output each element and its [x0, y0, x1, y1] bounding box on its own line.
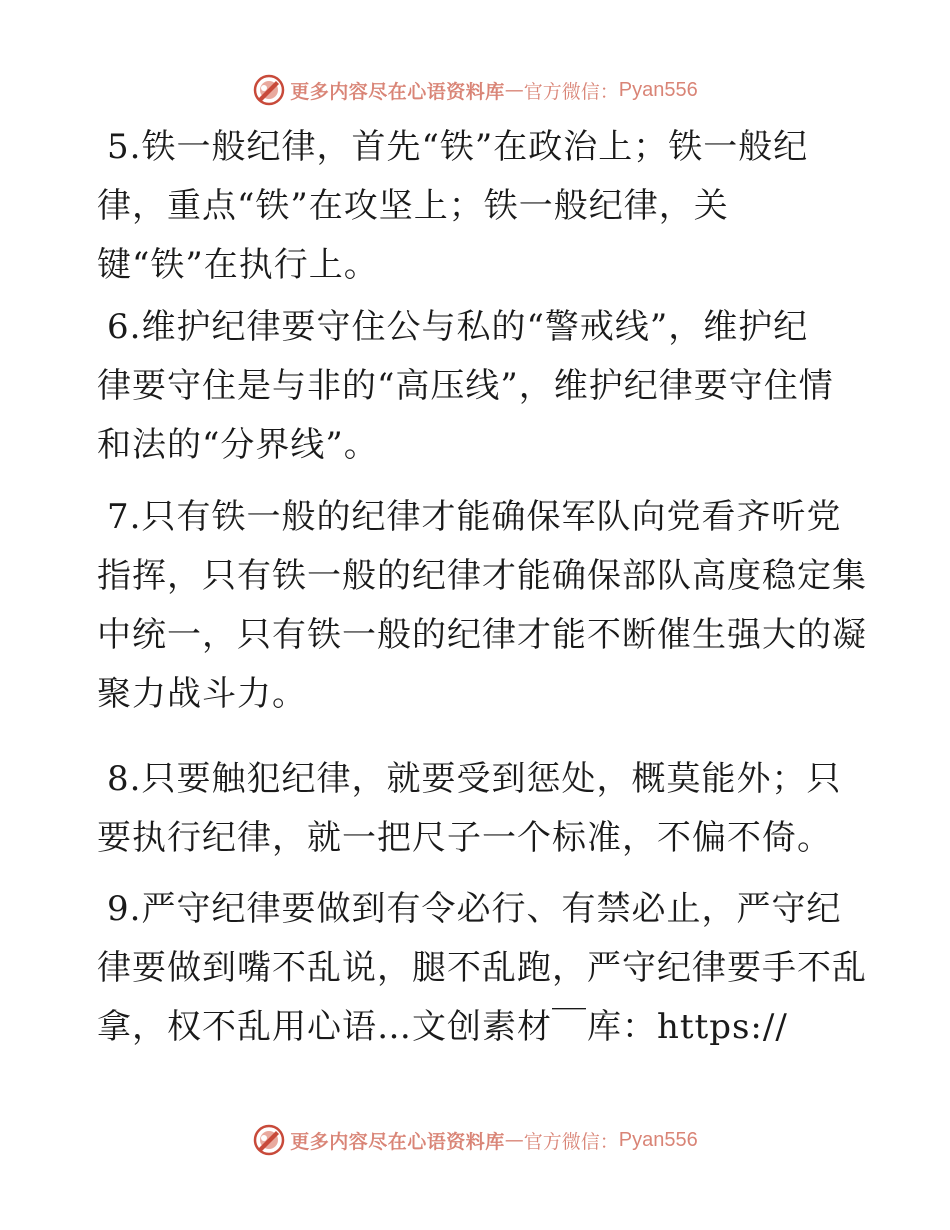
banner-dash: —	[504, 79, 524, 101]
banner-wechat-handle: Pyan556	[618, 1128, 698, 1151]
banner-dash: —	[504, 1129, 524, 1151]
paragraph-line: 聚力战斗力。	[97, 674, 307, 714]
red-crest-logo-icon	[252, 73, 286, 107]
banner-brand-text: 更多内容尽在心语资料库	[290, 1130, 505, 1153]
paragraph-line: 指挥，只有铁一般的纪律才能确保部队高度稳定集	[97, 556, 867, 596]
paragraph-line: 律，重点“铁”在攻坚上；铁一般纪律，关	[97, 186, 729, 226]
paragraph-line: 中统一，只有铁一般的纪律才能不断催生强大的凝	[97, 615, 867, 655]
paragraph-line: 键“铁”在执行上。	[97, 245, 379, 285]
paragraph-line: 拿，权不乱用心语…文创素材￣库：https://	[97, 1007, 788, 1047]
red-crest-logo-icon	[252, 1123, 286, 1157]
paragraph-6	[97, 298, 834, 475]
paragraph-9	[97, 880, 867, 1057]
footer-watermark-banner	[0, 1120, 950, 1160]
paragraph-5	[97, 118, 808, 295]
paragraph-line: 9.严守纪律要做到有令必行、有禁必止，严守纪	[107, 889, 842, 929]
banner-wechat-handle: Pyan556	[618, 78, 698, 101]
paragraph-line: 律要做到嘴不乱说，腿不乱跑，严守纪律要手不乱	[97, 948, 867, 988]
paragraph-line: 律要守住是与非的“高压线”，维护纪律要守住情	[97, 366, 834, 406]
header-watermark-banner	[0, 70, 950, 110]
banner-wechat-label: 官方微信：	[523, 80, 619, 103]
paragraph-line: 8.只要触犯纪律，就要受到惩处，概莫能外；只	[107, 759, 842, 799]
paragraph-line: 要执行纪律，就一把尺子一个标准，不偏不倚。	[97, 818, 832, 858]
paragraph-7	[97, 488, 867, 724]
paragraph-line: 7.只有铁一般的纪律才能确保军队向党看齐听党	[107, 497, 842, 537]
banner-brand-text: 更多内容尽在心语资料库	[290, 80, 505, 103]
paragraph-line: 6.维护纪律要守住公与私的“警戒线”，维护纪	[107, 307, 809, 347]
paragraph-line: 和法的“分界线”。	[97, 425, 379, 465]
banner-wechat-label: 官方微信：	[523, 1130, 619, 1153]
paragraph-8	[97, 750, 841, 868]
paragraph-line: 5.铁一般纪律，首先“铁”在政治上；铁一般纪	[107, 127, 809, 167]
